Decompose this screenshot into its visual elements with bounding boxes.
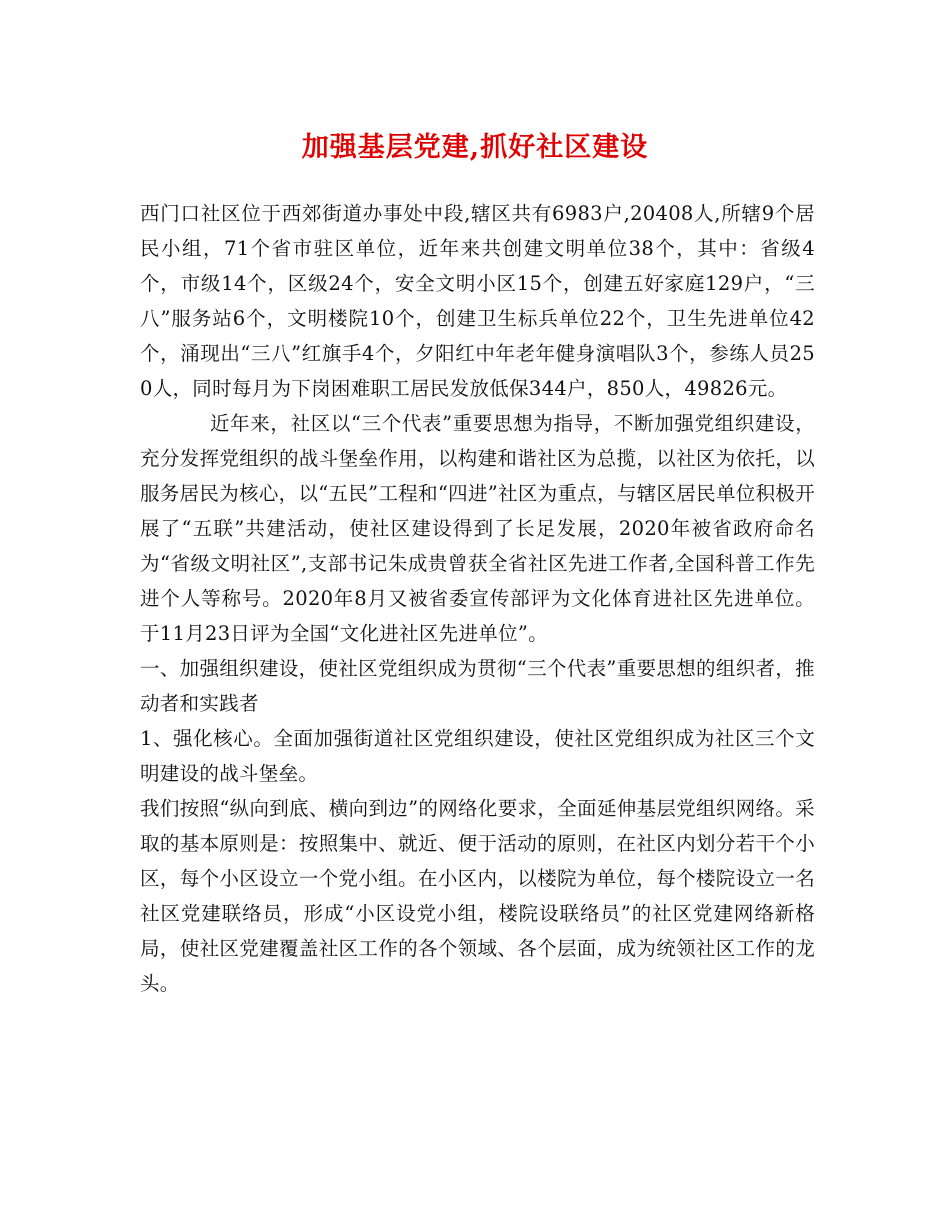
paragraph-intro: 西门口社区位于西郊街道办事处中段,辖区共有6983户,20408人,所辖9个居民小组，71个省市驻区单位，近年来共创建文明单位38个，其中：省级4个，市级14个，区级24个，安全文明小区15个，创建五好家庭129户，“三八”服务站6个，文明楼院10个，创建卫生标兵单位22个，卫生先进单位42个，涌现出“三八”红旗手4个，夕阳红中年老年健身演唱队3个，参练人员250人，同时每月为下岗困难职工居民发放低保344户，850人，49826元。 [140,202,815,400]
document-body [140,196,815,1001]
document-title: 加强基层党建,抓好社区建设 [301,132,649,163]
list-item-1: 1、强化核心。全面加强街道社区党组织建设，使社区党组织成为社区三个文明建设的战斗堡垒。 [140,727,815,785]
paragraph-network: 我们按照“纵向到底、横向到边”的网络化要求，全面延伸基层党组织网络。采取的基本原则是：按照集中、就近、便于活动的原则，在社区内划分若干个小区，每个小区设立一个党小组。在小区内，以楼院为单位，每个楼院设立一名社区党建联络员，形成“小区设党小组，楼院设联络员”的社区党建网络新格局，使社区党建覆盖社区工作的各个领域、各个层面，成为统领社区工作的龙头。 [140,797,815,995]
paragraph-overview: 近年来，社区以“三个代表”重要思想为指导，不断加强党组织建设，充分发挥党组织的战斗堡垒作用，以构建和谐社区为总揽，以社区为依托，以服务居民为核心，以“五民”工程和“四进”社区为重点，与辖区居民单位积极开展了“五联”共建活动，使社区建设得到了长足发展，2020年被省政府命名为“省级文明社区”,支部书记朱成贵曾获全省社区先进工作者,全国科普工作先进个人等称号。2020年8月又被省委宣传部评为文化体育进社区先进单位。于11月23日评为全国“文化进社区先进单位”。 [140,412,815,645]
section-heading-1: 一、加强组织建设，使社区党组织成为贯彻“三个代表”重要思想的组织者，推动者和实践者 [140,657,815,715]
